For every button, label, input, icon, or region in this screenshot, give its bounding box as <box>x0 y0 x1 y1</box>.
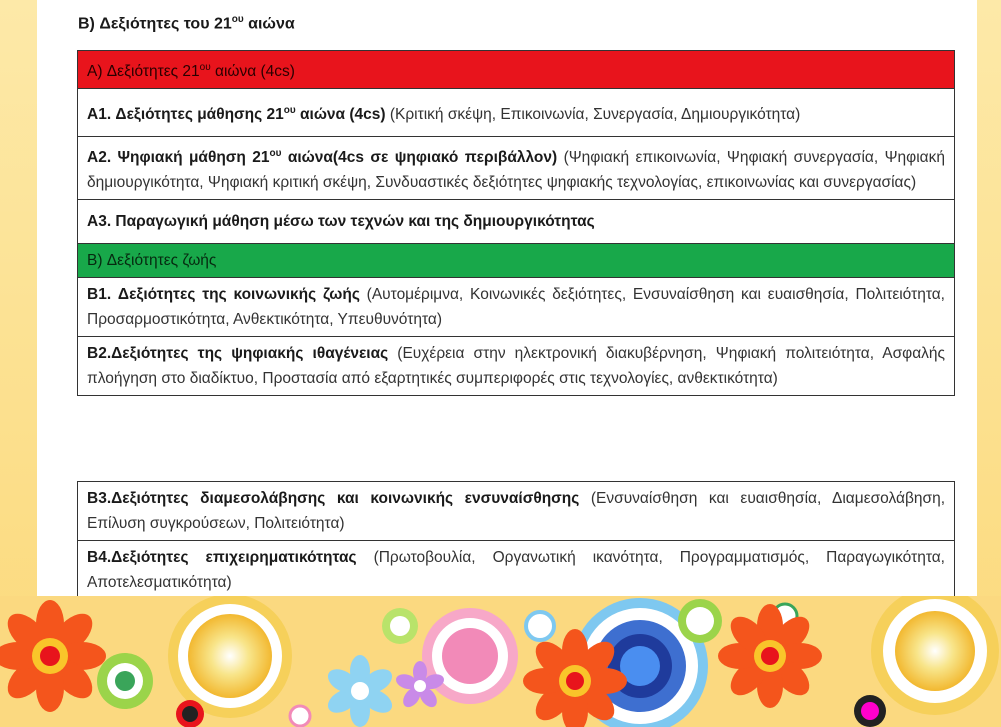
table-row: B2.Δεξιότητες της ψηφιακής ιθαγένειας (Ευχέρεια στην ηλεκτρονική διακυβέρνηση, Ψηφιακή πολιτειότητα, Ασφαλής πλοήγηση στο διαδίκτυο, Προστασία από εξαρτητικές συμπεριφορές στις τεχνολογίες, ανθεκτικότητα) <box>78 337 955 396</box>
table-row: B4.Δεξιότητες επιχειρηματικότητας (Πρωτοβουλία, Οργανωτική ικανότητα, Προγραμματισμός, Παραγωγικότητα, Αποτελεσματικότητα) <box>78 541 955 600</box>
section-header-b: B) Δεξιότητες ζωής <box>78 244 955 278</box>
table-row: A1. Δεξιότητες μάθησης $21^{o\upsilon}$ αιώνα (4cs) (Κριτική σκέψη, Επικοινωνία, Συνεργασία, Δημιουργικότητα) <box>78 89 955 137</box>
document-page <box>37 0 977 600</box>
table-row: A2. Ψηφιακή μάθηση $21^{o\upsilon}$ αιώνα(4cs σε ψηφιακό περιβάλλον) (Ψηφιακή επικοινωνία, Ψηφιακή συνεργασία, Ψηφιακή δημιουργικότητα, Ψηφιακή κριτική σκέψη, Συνδυαστικές δεξιότητες ψηφιακής τεχνολογίας, επικοινωνίας και συνεργασίας) <box>78 137 955 200</box>
table-row: B3.Δεξιότητες διαμεσολάβησης και κοινωνικής ενσυναίσθησης (Ενσυναίσθηση και ευαισθησία, Διαμεσολάβηση, Επίλυση συγκρούσεων, Πολιτειότητα) <box>78 482 955 541</box>
table-row: B1. Δεξιότητες της κοινωνικής ζωής (Αυτομέριμνα, Κοινωνικές δεξιότητες, Ενσυναίσθηση και ευαισθησία, Πολιτειότητα, Προσαρμοστικότητα, Ανθεκτικότητα, Υπευθυνότητα) <box>78 278 955 337</box>
section-heading: B) Δεξιότητες του $21^{o\upsilon}$ αιώνα <box>78 14 295 33</box>
skills-table-continued <box>77 481 955 600</box>
section-header-a: A) Δεξιότητες $21^{o\upsilon}$ αιώνα (4cs) <box>78 51 955 89</box>
table-row: A3. Παραγωγική μάθηση μέσω των τεχνών και της δημιουργικότητας <box>78 200 955 244</box>
skills-table <box>77 50 955 396</box>
flowers-decoration <box>0 596 1001 727</box>
